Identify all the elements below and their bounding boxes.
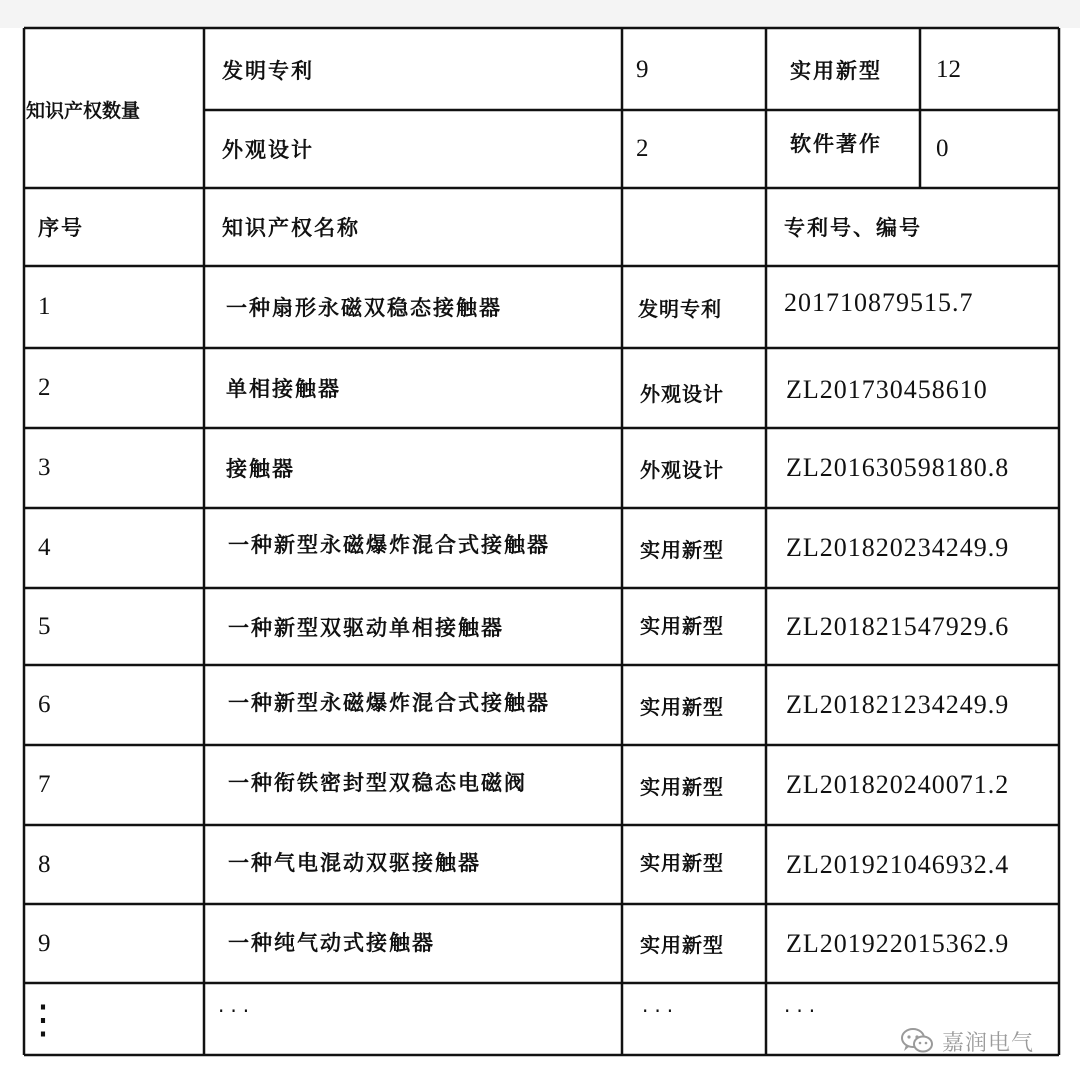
invention-label: 发明专利 <box>222 59 314 83</box>
invention-count: 9 <box>636 56 649 83</box>
row-index: 3 <box>38 454 51 481</box>
ellipsis-index: ⋮ <box>23 996 63 1042</box>
row-index: 8 <box>38 850 51 878</box>
ellipsis-number: ··· <box>784 999 822 1023</box>
header-number: 专利号、编号 <box>784 216 922 240</box>
software-count: 0 <box>936 135 949 162</box>
ellipsis-name: ··· <box>218 999 256 1023</box>
watermark-text: 嘉润电气 <box>942 1030 1035 1056</box>
row-name: 一种扇形永磁双稳态接触器 <box>226 296 502 320</box>
row-number: ZL201820240071.2 <box>786 770 1010 799</box>
row-index: 6 <box>38 691 51 718</box>
row-type: 实用新型 <box>640 933 724 957</box>
row-index: 7 <box>38 771 51 798</box>
row-type: 实用新型 <box>640 537 724 562</box>
row-name: 单相接触器 <box>226 377 341 401</box>
row-number: 201710879515.7 <box>784 288 974 317</box>
row-number: ZL201922015362.9 <box>786 928 1010 958</box>
row-index: 4 <box>38 534 51 561</box>
row-number: ZL201630598180.8 <box>786 453 1010 482</box>
header-index: 序号 <box>38 216 84 240</box>
row-index: 1 <box>38 293 51 320</box>
row-number: ZL201730458610 <box>786 375 988 404</box>
row-type: 实用新型 <box>640 614 724 638</box>
ip-count-label: 知识产权数量 <box>26 99 141 122</box>
ellipsis-type: ··· <box>642 999 680 1023</box>
row-type: 外观设计 <box>640 381 724 406</box>
row-type: 外观设计 <box>640 457 724 482</box>
software-label: 软件著作 <box>790 132 882 156</box>
utility-count: 12 <box>936 56 961 83</box>
row-name: 一种新型永磁爆炸混合式接触器 <box>228 691 550 715</box>
row-name: 一种纯气动式接触器 <box>228 930 435 955</box>
watermark <box>900 1024 1034 1058</box>
row-name: 接触器 <box>226 457 295 481</box>
design-label: 外观设计 <box>222 138 314 162</box>
header-type <box>636 188 756 266</box>
row-index: 2 <box>38 374 51 401</box>
row-number: ZL201921046932.4 <box>786 849 1010 879</box>
row-type: 发明专利 <box>638 296 722 321</box>
row-name: 一种新型永磁爆炸混合式接触器 <box>228 533 550 557</box>
row-number: ZL201821547929.6 <box>786 611 1010 641</box>
design-count: 2 <box>636 135 649 162</box>
row-name: 一种衔铁密封型双稳态电磁阀 <box>228 771 527 795</box>
row-type: 实用新型 <box>640 851 724 875</box>
row-type: 实用新型 <box>640 774 724 799</box>
row-name: 一种气电混动双驱接触器 <box>228 850 481 875</box>
row-number: ZL201820234249.9 <box>786 533 1010 562</box>
wechat-icon <box>900 1026 934 1056</box>
row-number: ZL201821234249.9 <box>786 690 1010 719</box>
utility-label: 实用新型 <box>790 59 882 83</box>
row-index: 9 <box>38 929 51 957</box>
header-name: 知识产权名称 <box>222 216 360 240</box>
row-index: 5 <box>38 612 51 640</box>
row-type: 实用新型 <box>640 694 724 719</box>
row-name: 一种新型双驱动单相接触器 <box>228 615 504 640</box>
